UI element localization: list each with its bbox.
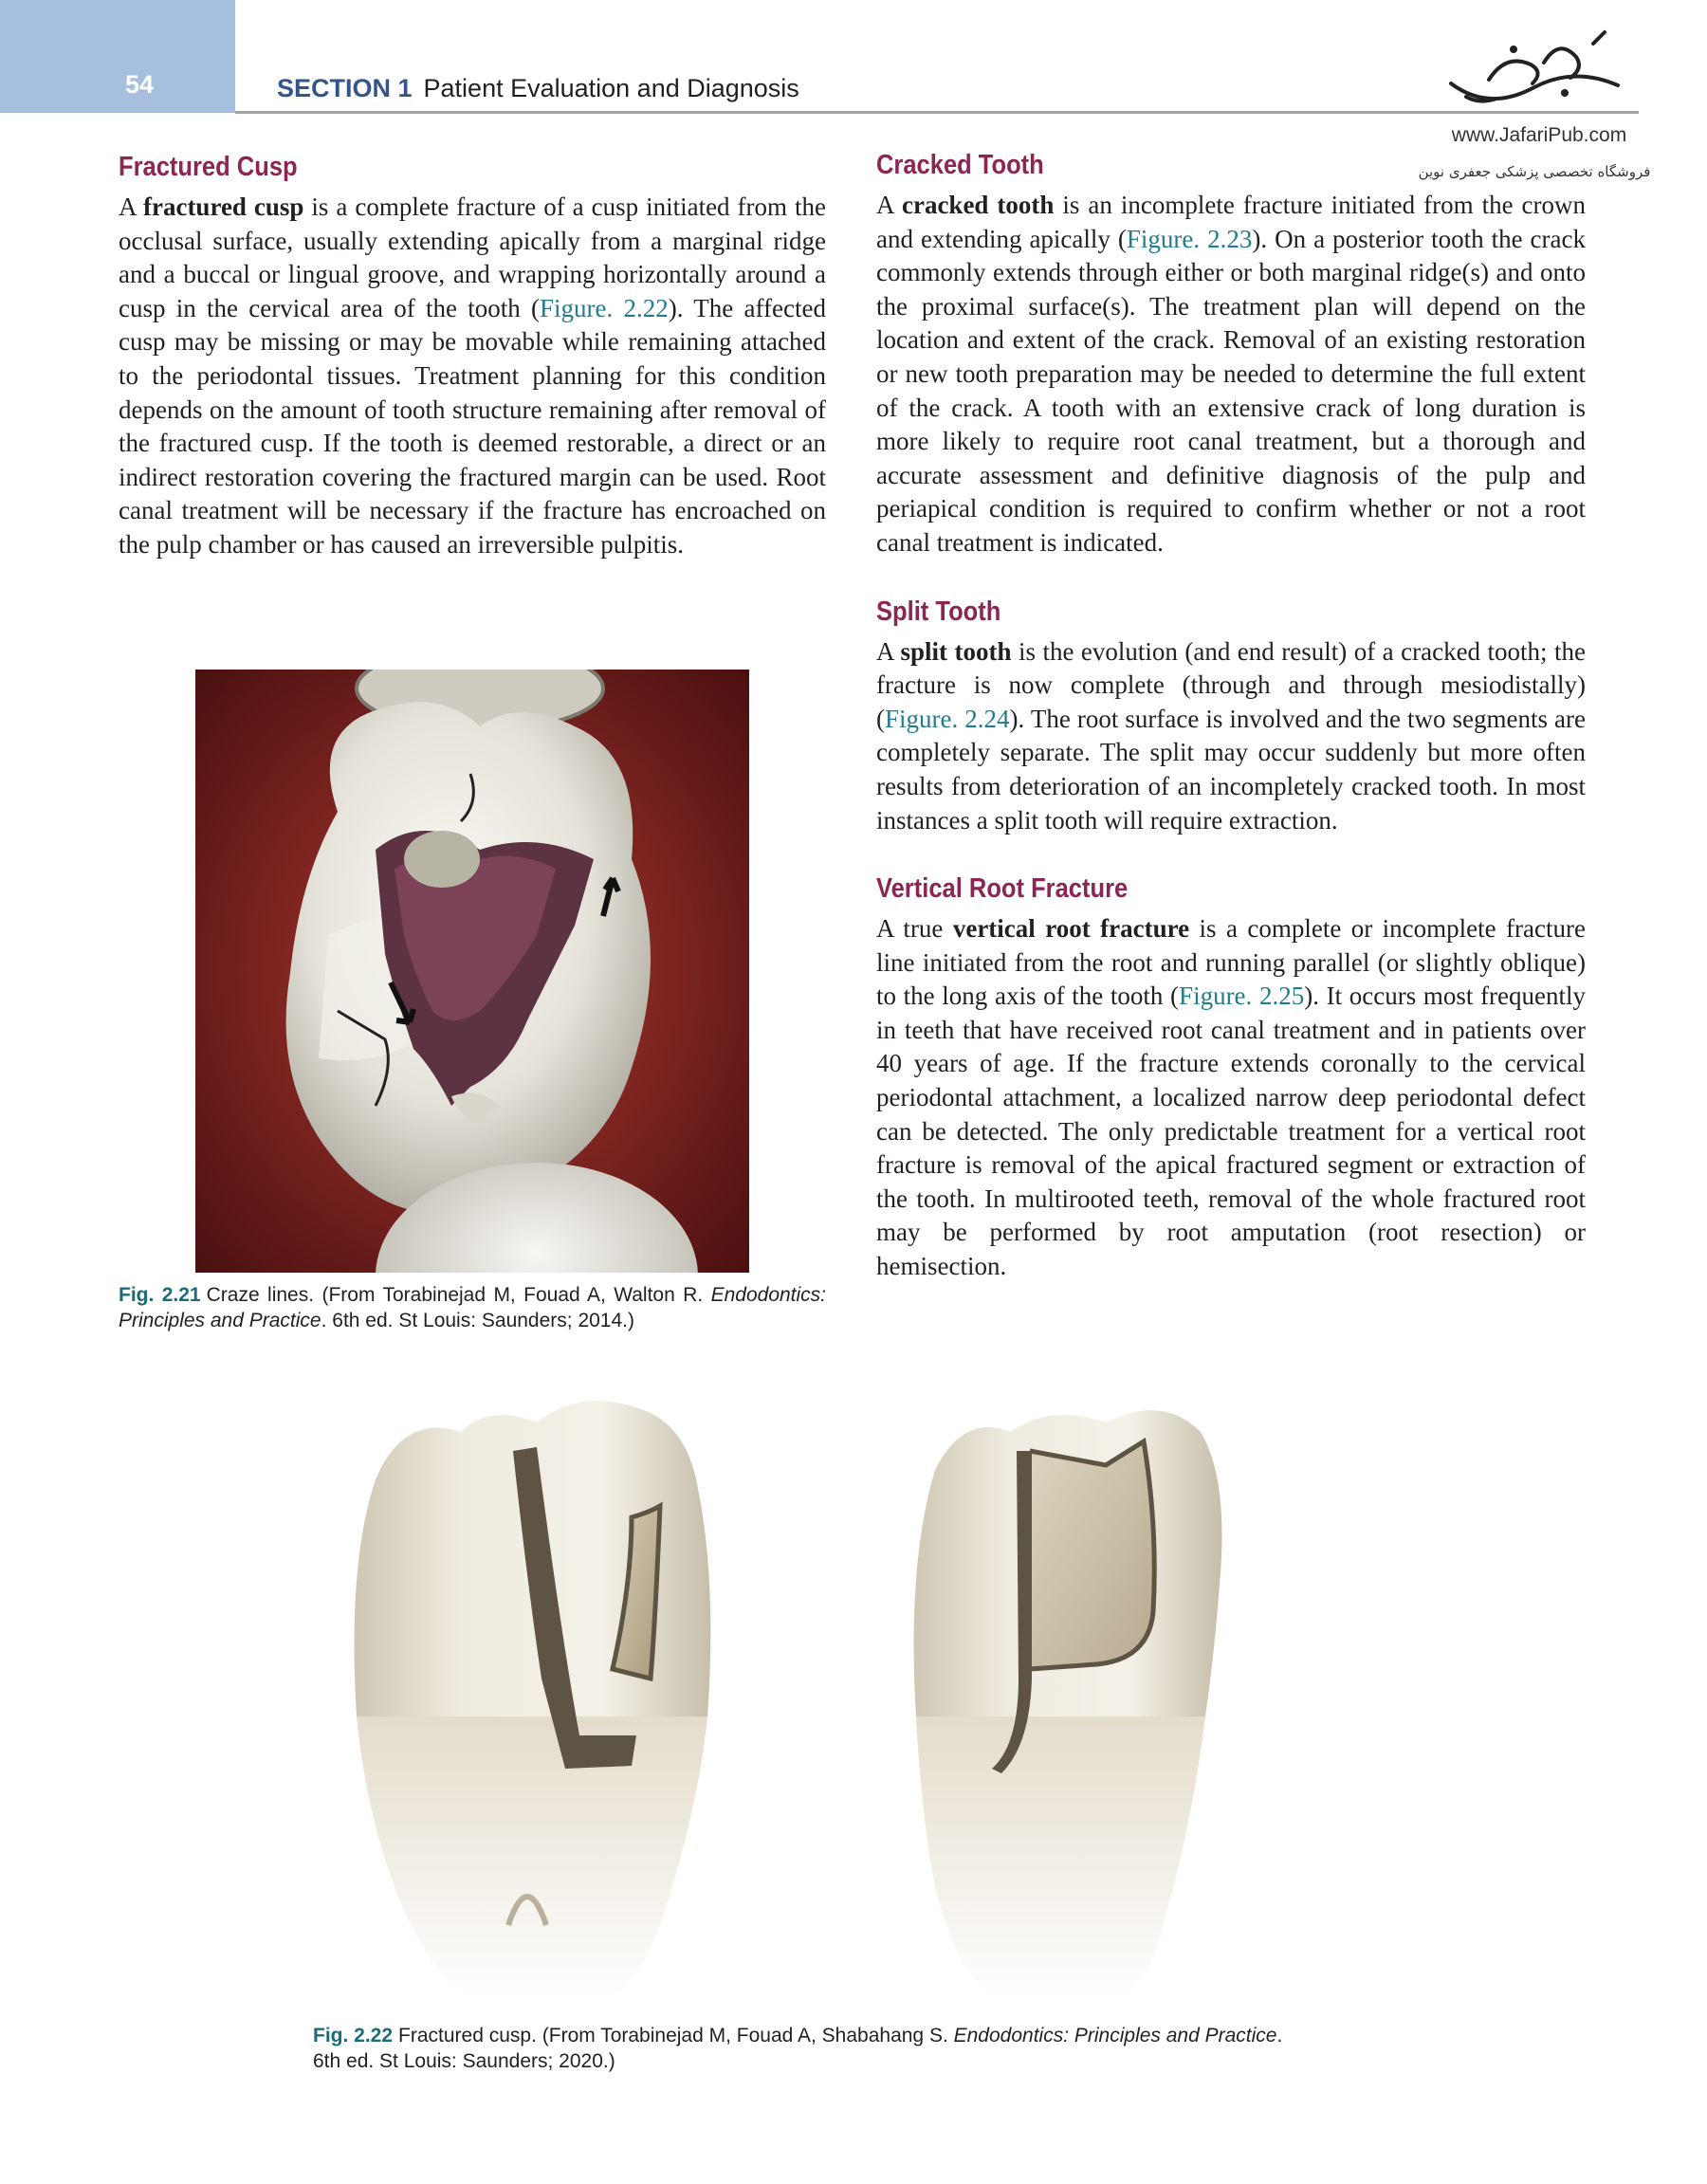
- text-run: is an incomplete fracture initiated from the crown and extending apically (: [876, 191, 1587, 253]
- figure-link-2-25[interactable]: Figure. 2.25: [1179, 982, 1305, 1011]
- tooth-left-view: [355, 1401, 711, 2001]
- paragraph-split-tooth: [876, 635, 1586, 838]
- right-column: [876, 150, 1586, 1284]
- caption-book-title: Endodontics: Principles and Practice: [119, 1284, 827, 1331]
- text-run: A true: [876, 914, 953, 944]
- section-label: SECTION 1: [277, 74, 413, 102]
- running-head: [277, 74, 799, 103]
- figure-link-2-22[interactable]: Figure. 2.22: [540, 293, 669, 322]
- caption-book-title: Endodontics: Principles and Practice: [953, 2025, 1277, 2046]
- figure-label: Fig. 2.21: [119, 1284, 201, 1306]
- figure-label: Fig. 2.22: [313, 2025, 394, 2046]
- caption-text: .: [1276, 2025, 1283, 2046]
- logo-tagline: فروشگاه تخصصی پزشکی جعفری نوین: [1418, 163, 1651, 180]
- term-fractured-cusp: fractured cusp: [142, 193, 304, 221]
- text-run: A: [119, 193, 143, 221]
- heading-split-tooth: Split Tooth: [876, 596, 1001, 627]
- figure-2-22-caption: [313, 2023, 1337, 2074]
- heading-fractured-cusp: Fractured Cusp: [119, 152, 298, 182]
- text-run: ). It occurs most frequently in teeth that have received root canal treatment and in patients over 40 years of age. If the fracture extends coronally to the cervical periodontal attachment, a localized narrow deep periodontal defect can be detected. The only predictable treatment for a vertical root fracture is removal of the apical fractured segment or extraction of the tooth. In multirooted teeth, removal of the whole fractured root may be performed by root amputation (root resection) or hemisection.: [876, 982, 1586, 1281]
- paragraph-fractured-cusp: [119, 191, 826, 562]
- figure-2-22-illustration: [347, 1394, 1371, 2001]
- heading-vertical-root-fracture: Vertical Root Fracture: [876, 873, 1129, 905]
- figure-2-21-photo: [195, 670, 749, 1273]
- left-column: [119, 152, 826, 562]
- term-split-tooth: split tooth: [900, 636, 1012, 666]
- page-number: 54: [125, 70, 155, 99]
- caption-text: Fractured cusp. (From Torabinejad M, Fouad A, Shabahang S.: [398, 2025, 954, 2046]
- publisher-logo: [1432, 25, 1639, 121]
- section-title: Patient Evaluation and Diagnosis: [423, 74, 799, 102]
- text-run: is the evolution (and end result) of a cracked tooth; the fracture is now complete (through and through mesiodistally) (: [876, 636, 1586, 733]
- caption-text: Craze lines. (From Torabinejad M, Fouad A, Walton R.: [206, 1284, 711, 1306]
- text-run: A: [876, 636, 901, 666]
- text-run: A: [876, 191, 902, 219]
- header-rule: [235, 111, 1639, 114]
- heading-cracked-tooth: Cracked Tooth: [876, 150, 1044, 180]
- text-run: ). On a posterior tooth the crack commonly extends through either or both marginal ridge(s) and onto the proximal surface(s). The treatment plan will depend on the location and extent of the crack. Removal of an existing restoration or new tooth preparation may be needed to determine the full extent of the crack. A tooth with an extensive crack of long duration is more likely to require root canal treatment, but a thorough and accurate assessment and definitive diagnosis of the pulp and periapical condition is required to confirm whether or not a root canal treatment is indicated.: [876, 224, 1586, 557]
- caption-line-3: 6th ed. St Louis: Saunders; 2020.): [313, 2050, 615, 2072]
- figure-2-21-caption: [119, 1282, 826, 1333]
- text-run: is a complete or incomplete fracture line initiated from the root and running parallel (or slightly oblique) to the long axis of the tooth (: [876, 914, 1586, 1011]
- text-run: is a complete fracture of a cusp initiated from the occlusal surface, usually extending apically from a marginal ridge and a buccal or lingual groove, and wrapping horizontally around a cusp in the cervical area of the tooth (: [119, 193, 826, 322]
- figure-link-2-23[interactable]: Figure. 2.23: [1126, 224, 1253, 253]
- caption-text: . 6th ed. St Louis: Saunders; 2014.): [321, 1310, 634, 1331]
- term-vertical-root-fracture: vertical root fracture: [952, 914, 1190, 944]
- logo-url: www.JafariPub.com: [1451, 124, 1627, 146]
- paragraph-vertical-root-fracture: [876, 912, 1586, 1284]
- paragraph-cracked-tooth: [876, 189, 1586, 560]
- tooth-right-view: [914, 1410, 1222, 2001]
- text-run: ). The affected cusp may be missing or may be movable while remaining attached to the periodontal tissues. Treatment planning for this condition depends on the amount of tooth structure remaining after removal of the fractured cusp. If the tooth is deemed restorable, a direct or an indirect restoration covering the fractured margin can be used. Root canal treatment will be necessary if the fracture has encroached on the pulp chamber or has caused an irreversible pulpitis.: [119, 293, 826, 559]
- figure-link-2-24[interactable]: Figure. 2.24: [885, 704, 1010, 733]
- text-run: ). The root surface is involved and the two segments are completely separate. The split may occur suddenly but more often results from deterioration of an incompletely cracked tooth. In most instances a split tooth will require extraction.: [876, 704, 1586, 835]
- term-cracked-tooth: cracked tooth: [901, 191, 1055, 219]
